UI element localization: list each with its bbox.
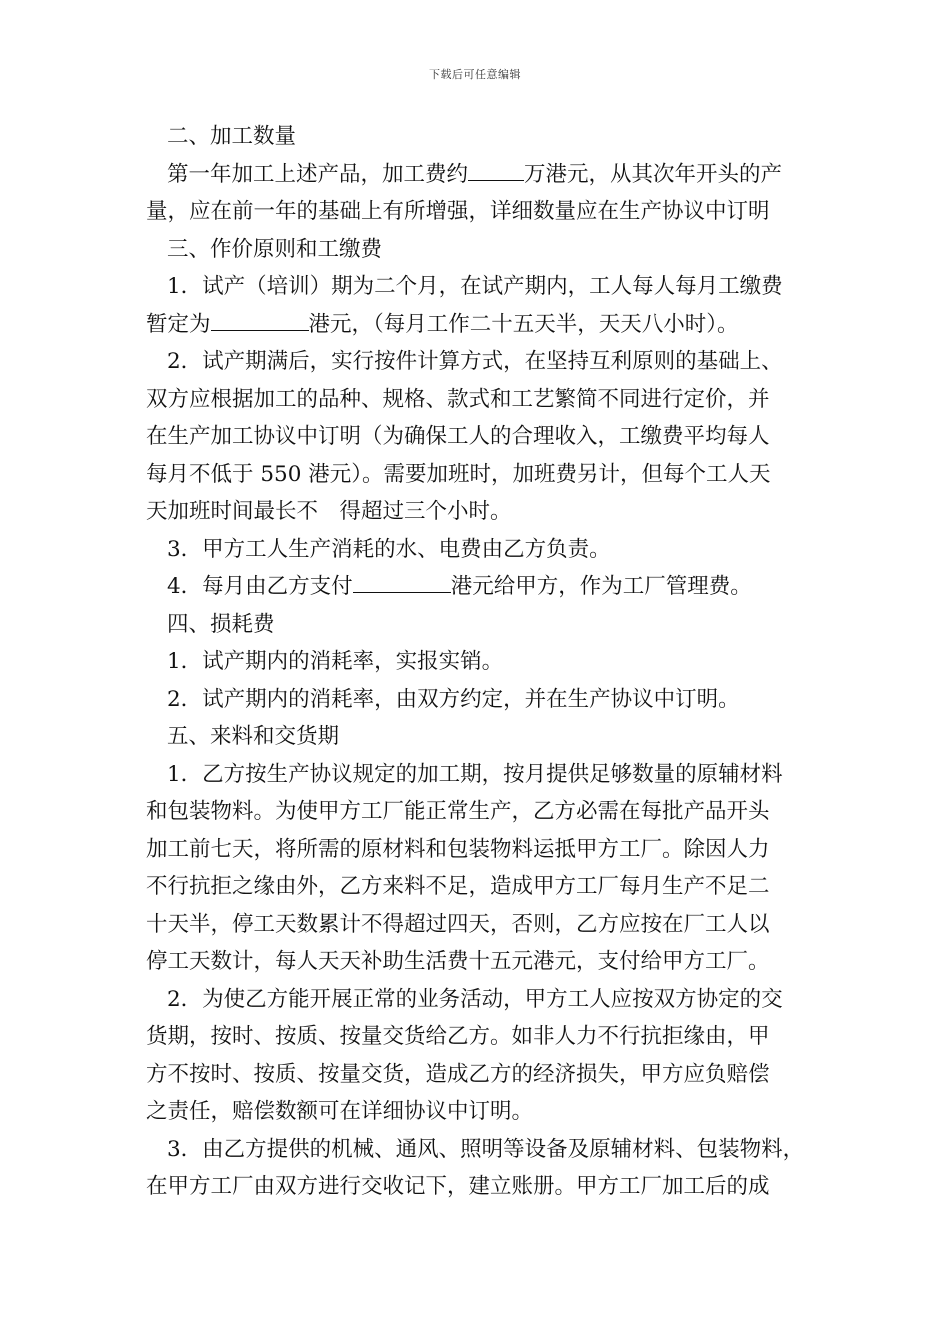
paragraph-line: 1．试产（培训）期为二个月，在试产期内，工人每人每月工缴费 bbox=[167, 274, 783, 299]
download-note: 下载后可任意编辑 bbox=[429, 68, 521, 81]
line-text: 港元给甲方，作为工厂管理费。 bbox=[450, 574, 752, 599]
paragraph-line: 天加班时间最长不 得超过三个小时。 bbox=[146, 499, 512, 524]
paragraph-line: 量，应在前一年的基础上有所增强，详细数量应在生产协议中订明 bbox=[146, 199, 770, 224]
paragraph-line: 加工前七天，将所需的原材料和包装物料运抵甲方工厂。除因人力 bbox=[146, 836, 770, 862]
paragraph-line: 2．试产期内的消耗率，由双方约定，并在生产协议中订明。 bbox=[167, 686, 740, 712]
paragraph-line: 在生产加工协议中订明（为确保工人的合理收入，工缴费平均每人 bbox=[146, 424, 770, 449]
paragraph-line: 1．试产期内的消耗率，实报实销。 bbox=[167, 649, 504, 674]
fill-in-blank bbox=[211, 310, 309, 331]
paragraph-line: 在甲方工厂由双方进行交收记下，建立账册。甲方工厂加工后的成 bbox=[146, 1174, 770, 1199]
section-heading: 二、加工数量 bbox=[167, 124, 297, 149]
paragraph-line: 3．甲方工人生产消耗的水、电费由乙方负责。 bbox=[167, 536, 611, 562]
paragraph-line: 双方应根据加工的品种、规格、款式和工艺繁简不同进行定价，并 bbox=[146, 386, 770, 412]
section-heading: 四、损耗费 bbox=[167, 611, 275, 637]
paragraph-line: 2．为使乙方能开展正常的业务活动，甲方工人应按双方协定的交 bbox=[167, 986, 783, 1012]
paragraph-line: 3．由乙方提供的机械、通风、照明等设备及原辅材料、包装物料， bbox=[167, 1136, 805, 1162]
fill-in-blank bbox=[353, 572, 451, 593]
line-text: 港元，（每月工作二十五天半，天天八小时）。 bbox=[308, 311, 739, 337]
paragraph-line: 停工天数计，每人天天补助生活费十五元港元，支付给甲方工厂。 bbox=[146, 949, 770, 974]
paragraph-line: 货期，按时、按质、按量交货给乙方。如非人力不行抗拒缘由，甲 bbox=[146, 1024, 770, 1049]
paragraph-line bbox=[146, 568, 810, 606]
section-heading: 五、来料和交货期 bbox=[167, 724, 340, 749]
paragraph-line: 2．试产期满后，实行按件计算方式，在坚持互利原则的基础上、 bbox=[167, 349, 783, 374]
paragraph-line bbox=[146, 156, 810, 194]
line-text: 暂定为 bbox=[146, 311, 211, 337]
paragraph-line: 方不按时、按质、按量交货，造成乙方的经济损失，甲方应负赔偿 bbox=[146, 1061, 770, 1087]
paragraph-line: 十天半，停工天数累计不得超过四天，否则，乙方应按在厂工人以 bbox=[146, 911, 770, 937]
paragraph-line: 1．乙方按生产协议规定的加工期，按月提供足够数量的原辅材料 bbox=[167, 761, 783, 787]
paragraph-line: 之责任，赔偿数额可在详细协议中订明。 bbox=[146, 1099, 534, 1124]
line-text: 万港元，从其次年开头的产 bbox=[524, 161, 783, 187]
line-text: 4．每月由乙方支付 bbox=[167, 574, 353, 599]
fill-in-blank bbox=[468, 160, 524, 181]
document-body bbox=[146, 118, 810, 1206]
section-heading: 三、作价原则和工缴费 bbox=[167, 236, 383, 262]
paragraph-line bbox=[146, 306, 810, 344]
paragraph-line: 和包装物料。为使甲方工厂能正常生产，乙方必需在每批产品开头 bbox=[146, 799, 770, 824]
paragraph-line: 不行抗拒之缘由外，乙方来料不足，造成甲方工厂每月生产不足二 bbox=[146, 874, 770, 899]
paragraph-line: 每月不低于 550 港元）。需要加班时，加班费另计，但每个工人天 bbox=[146, 461, 771, 487]
line-text: 第一年加工上述产品，加工费约 bbox=[167, 161, 469, 187]
